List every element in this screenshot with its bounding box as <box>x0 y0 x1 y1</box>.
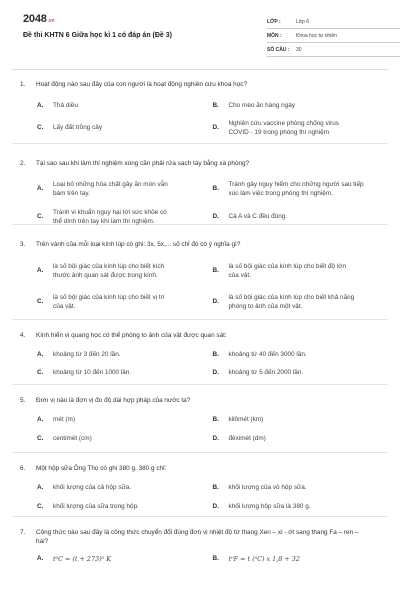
option-a[interactable] <box>37 98 213 115</box>
question-number: 3. <box>20 241 26 248</box>
option-letter: C. <box>37 213 44 221</box>
option-d[interactable] <box>213 115 389 143</box>
option-a[interactable] <box>37 347 213 365</box>
option-d[interactable] <box>213 365 389 383</box>
option-letter: A. <box>37 416 44 424</box>
question-number: 5. <box>20 397 26 404</box>
option-letter: D. <box>212 124 219 132</box>
option-text: khoảng từ 10 đến 1000 lần. <box>53 369 132 377</box>
option-letter: C. <box>37 503 44 511</box>
option-text: kilômét (km) <box>228 416 264 424</box>
option-text: khối lượng của sữa trong hộp. <box>53 503 139 511</box>
option-d[interactable] <box>213 498 389 518</box>
question-list <box>12 78 388 577</box>
question-3 <box>12 225 388 320</box>
question-7 <box>12 517 388 577</box>
option-text: centimét (cm) <box>53 435 92 443</box>
option-letter: C. <box>37 298 44 306</box>
option-letter: D. <box>212 213 219 221</box>
option-text: t⁰F = t (⁰C) x 1,8 + 32 <box>228 554 300 563</box>
option-text: Tránh gây nguy hiểm cho những người sau tiếp xúc làm việc trong phòng thí nghiệm. <box>228 181 364 197</box>
option-text: khối lượng của vỏ hộp sữa. <box>228 484 307 492</box>
option-letter: B. <box>212 554 219 562</box>
option-a[interactable] <box>37 552 213 566</box>
logo-suffix: .vn <box>47 18 55 24</box>
option-letter: C. <box>37 369 44 377</box>
page-title: Đề thi KHTN 6 Giữa học kì 1 có đáp án (Đề 3) <box>23 32 172 39</box>
option-letter: A. <box>37 351 44 359</box>
option-b[interactable] <box>213 552 389 566</box>
option-d[interactable] <box>213 288 389 318</box>
question-text: Đơn vị nào là đơn vị đo độ dài hợp pháp của nước ta? <box>36 397 191 404</box>
option-a[interactable] <box>37 256 213 288</box>
logo-brand: 2048 <box>23 13 47 25</box>
option-text: đêximét (dm) <box>228 435 266 443</box>
question-text: Công thức nào sau đây là công thức chuyển đổi đúng đơn vị nhiệt độ từ thang Xen – xi - ớt sang thang Fa – ren – hai? <box>36 529 359 545</box>
option-d[interactable] <box>213 430 389 450</box>
option-letter: A. <box>37 554 44 562</box>
option-b[interactable] <box>213 256 389 288</box>
option-text: khoảng từ 40 đến 3000 lần. <box>228 351 307 359</box>
question-6 <box>12 453 388 517</box>
option-b[interactable] <box>213 175 389 205</box>
question-number: 6. <box>20 465 26 472</box>
option-b[interactable] <box>213 347 389 365</box>
option-text: Loại bỏ những hóa chất gây ăn mòn vẫn bám trên tay. <box>53 181 168 197</box>
question-text: Tại sao sau khi làm thí nghiệm xong cần phải rửa sạch tay bằng xà phòng? <box>36 160 250 167</box>
option-letter: B. <box>212 267 219 275</box>
header-divider <box>12 69 388 70</box>
question-4 <box>12 320 388 385</box>
option-letter: D. <box>212 503 219 511</box>
exam-meta <box>267 15 400 57</box>
option-letter: B. <box>212 101 219 109</box>
option-letter: D. <box>212 435 219 443</box>
option-text: Cả A và C đều đúng. <box>228 213 288 221</box>
question-text: Một hộp sữa Ông Thọ có ghi 380 g. 380 g chỉ: <box>36 465 167 472</box>
meta-value: 30 <box>296 47 302 54</box>
exam-header <box>12 0 388 64</box>
option-b[interactable] <box>213 98 389 115</box>
meta-key: MÔN : <box>267 33 282 40</box>
option-b[interactable] <box>213 412 389 430</box>
site-logo[interactable] <box>23 12 54 27</box>
option-letter: B. <box>212 484 219 492</box>
meta-value: Lớp 6 <box>296 19 310 26</box>
option-letter: B. <box>212 351 219 359</box>
question-number: 2. <box>20 160 26 167</box>
option-c[interactable] <box>37 115 213 143</box>
option-text: khối lượng của cả hộp sữa. <box>53 484 132 492</box>
question-5 <box>12 385 388 453</box>
meta-key: LỚP : <box>267 19 281 26</box>
option-text: là số bội giác của kính lúp cho biết vị trí của vật. <box>53 294 165 310</box>
option-text: Tránh vi khuẩn nguy hại tới sức khỏe có thể dính trên tay khi làm thí nghiệm. <box>53 209 167 225</box>
option-text: mét (m) <box>53 416 76 424</box>
option-text: khối lượng hộp sữa là 380 g. <box>228 503 311 511</box>
question-number: 7. <box>20 529 26 536</box>
option-b[interactable] <box>213 480 389 498</box>
question-text: Trên vành của mỗi loại kính lúp có ghi: 3x, 5x,... số chỉ đó có ý nghĩa gì? <box>36 241 241 248</box>
option-a[interactable] <box>37 175 213 205</box>
option-text: là số bội giác của kính lúp cho biết kích thước ảnh quan sát được trong kính. <box>53 263 165 279</box>
option-c[interactable] <box>37 430 213 450</box>
question-number: 1. <box>20 81 26 88</box>
option-letter: A. <box>37 484 44 492</box>
option-c[interactable] <box>37 288 213 318</box>
option-letter: B. <box>212 416 219 424</box>
meta-row-grade <box>267 15 400 29</box>
option-letter: D. <box>212 369 219 377</box>
question-text: Kính hiển vi quang học có thể phóng to ảnh của vật được quan sát: <box>36 332 227 339</box>
option-letter: B. <box>212 185 219 193</box>
meta-row-count <box>267 43 400 57</box>
meta-row-subject <box>267 29 400 43</box>
meta-key: SỐ CÂU : <box>267 47 290 54</box>
option-c[interactable] <box>37 365 213 383</box>
option-a[interactable] <box>37 412 213 430</box>
question-1 <box>12 78 388 144</box>
option-text: là số bội giác của kính lúp cho biết độ lớn của vật. <box>228 263 347 279</box>
question-text: Hoạt động nào sau đây của con người là hoạt động nghiên cứu khoa học? <box>36 81 248 88</box>
option-text: là số bội giác của kính lúp cho biết khả năng phóng to ảnh của một vật. <box>228 294 355 310</box>
question-number: 4. <box>20 332 26 339</box>
option-text: Cho mèo ăn hàng ngày <box>228 101 295 109</box>
option-a[interactable] <box>37 480 213 498</box>
option-letter: D. <box>212 298 219 306</box>
option-text: Nghiên cứu vaccine phòng chống virus COVID - 19 trong phòng thí nghiệm <box>228 120 340 136</box>
option-c[interactable] <box>37 498 213 518</box>
option-text: Lấy đất trồng cây <box>53 124 103 132</box>
option-letter: C. <box>37 124 44 132</box>
question-2 <box>12 144 388 225</box>
option-text: t⁰C = (t + 273)⁰ K <box>53 554 111 563</box>
option-letter: A. <box>37 185 44 193</box>
option-letter: C. <box>37 435 44 443</box>
option-text: khoảng từ 3 đến 20 lần. <box>53 351 121 359</box>
option-letter: A. <box>37 267 44 275</box>
option-text: khoảng từ 5 đến 2000 lần. <box>228 369 304 377</box>
option-letter: A. <box>37 101 44 109</box>
meta-value: Khoa học tự nhiên <box>296 33 337 40</box>
option-text: Thả diều <box>53 101 78 109</box>
